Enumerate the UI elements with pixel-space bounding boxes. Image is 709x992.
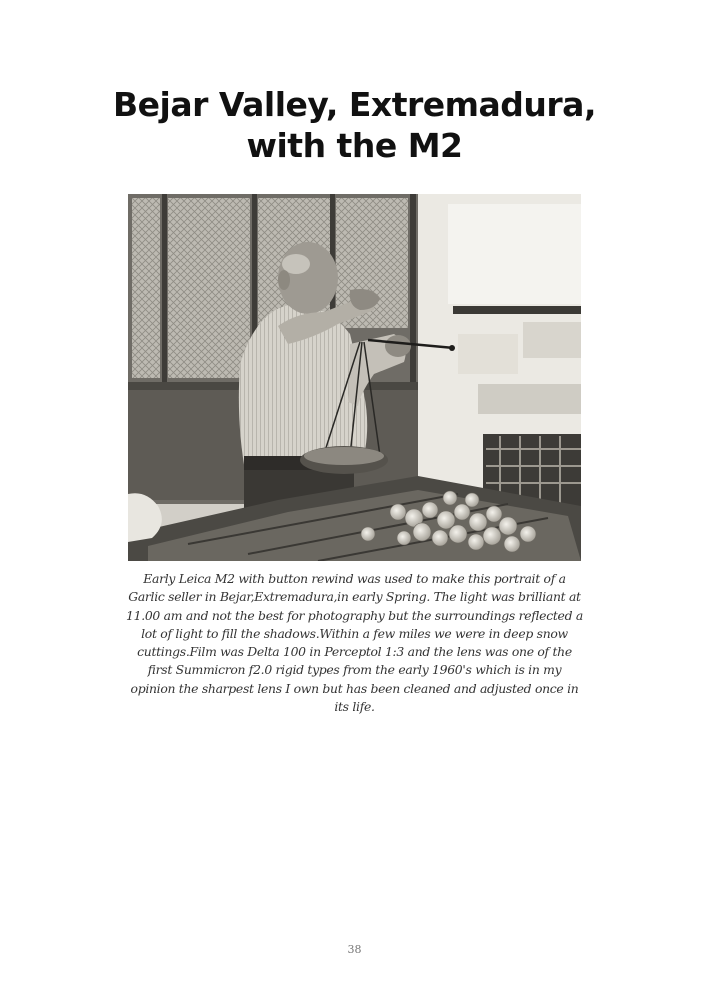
page-title (60, 84, 649, 166)
title-line-2: with the M2 (246, 126, 463, 165)
title-line-1: Bejar Valley, Extremadura, (113, 85, 596, 124)
garlic-seller-photo (128, 194, 581, 561)
photo-caption: Early Leica M2 with button rewind was used to make this portrait of a Garlic seller in Bejar,Extremadura,in early Spring. The light was brilliant at 11.00 am and not the best for photography but the surroundings reflected a lot of light to fill the shadows.Within a few miles we were in deep snow cuttings.Film was Delta 100 in Perceptol 1:3 and the lens was one of the first Summicron f2.0 rigid types from the early 1960's which is in my opinion the sharpest lens I own but has been cleaned and adjusted once in its life. (126, 571, 583, 715)
page-number: 38 (347, 943, 362, 956)
